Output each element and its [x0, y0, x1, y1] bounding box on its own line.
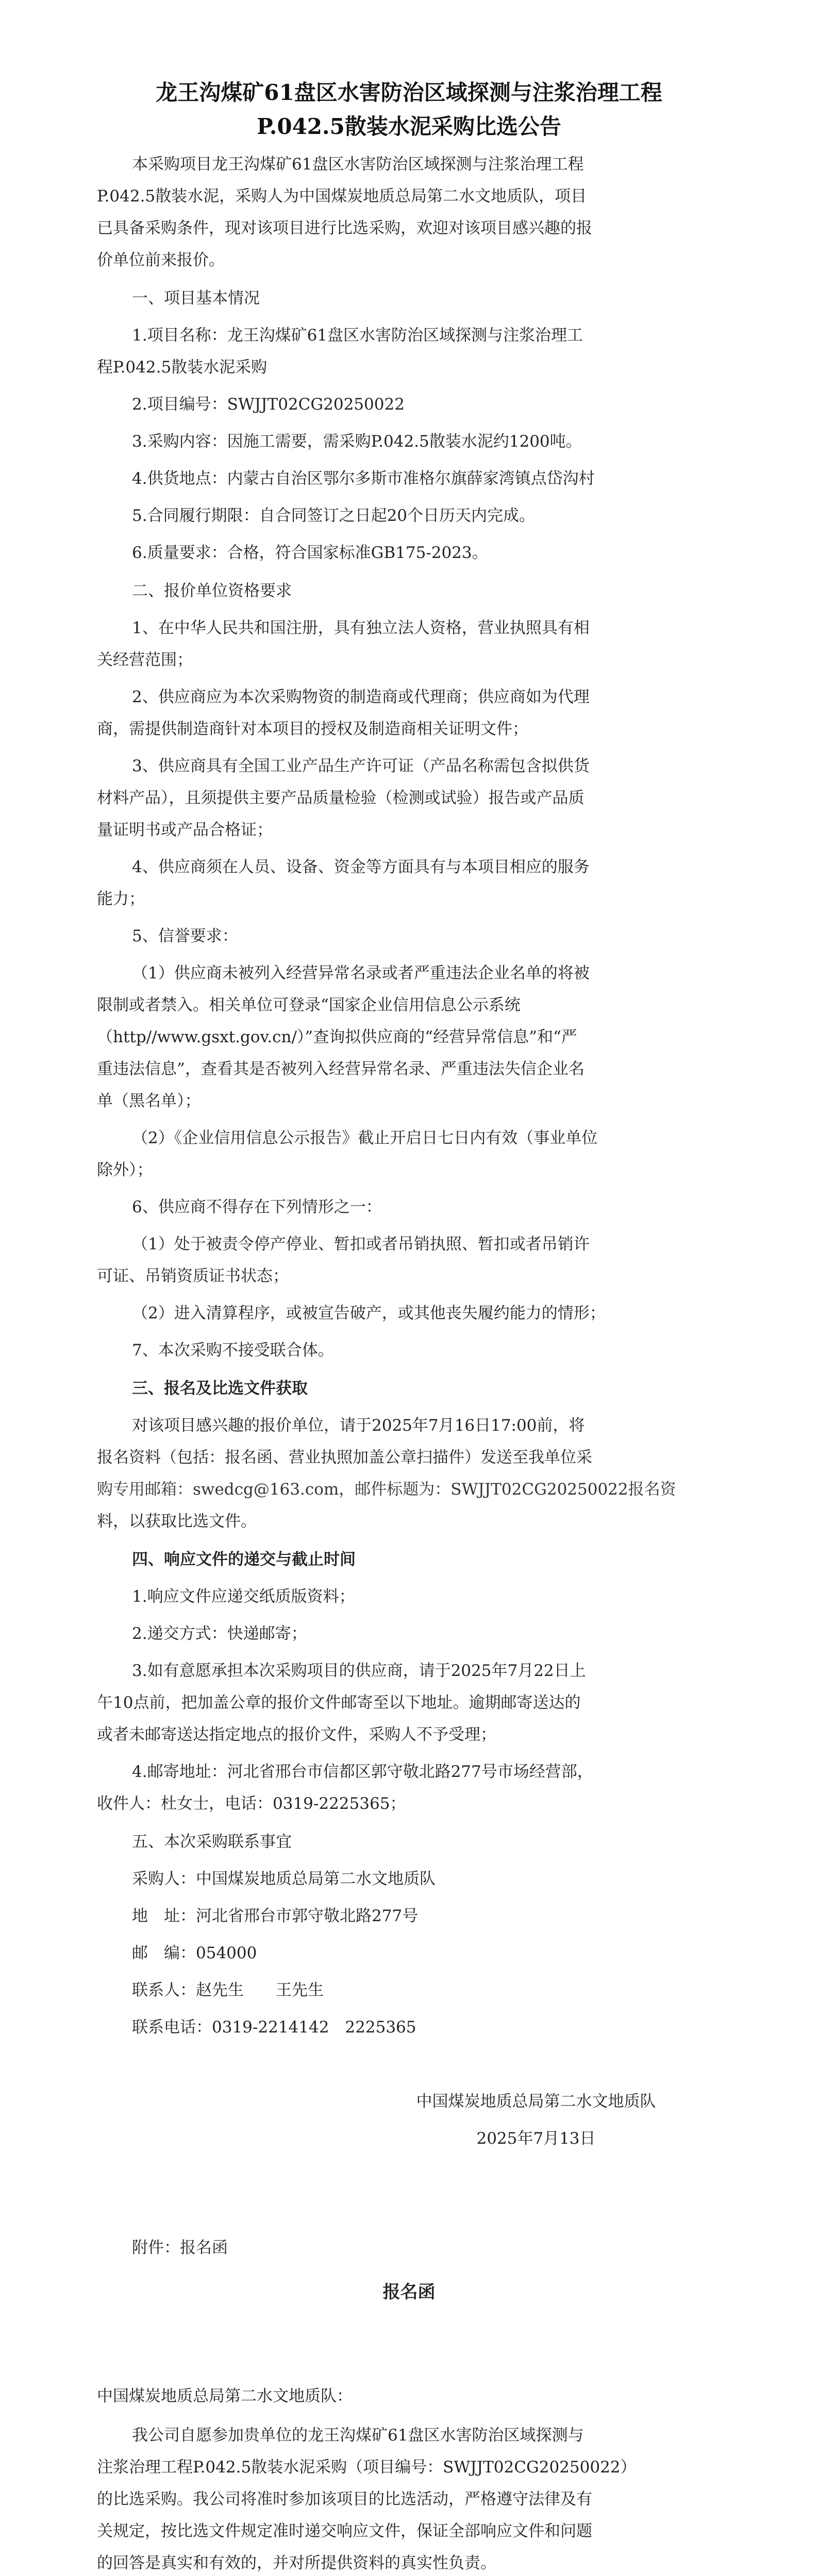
- section2-text: 除外）；: [97, 1161, 153, 1179]
- section2-text: 商，需提供制造商针对本项目的授权及制造商相关证明文件；: [97, 720, 528, 738]
- section1-item: 程P.042.5散装水泥采购: [97, 358, 268, 377]
- buyer-phone: 联系电话：0319-2214142 2225365: [132, 2018, 416, 2037]
- title-line-2: P.042.5散装水泥采购比选公告: [257, 114, 561, 139]
- section4-text: 1.响应文件应递交纸质版资料；: [132, 1587, 355, 1606]
- section-heading: 三、报名及比选文件获取: [132, 1379, 308, 1398]
- section4-text: 收件人：杜女士，电话：0319-2225365；: [97, 1794, 406, 1813]
- title-line-1: 龙王沟煤矿61盘区水害防治区域探测与注浆治理工程: [156, 80, 662, 105]
- form-recipient: 中国煤炭地质总局第二水文地质队：: [97, 2387, 353, 2405]
- section2-text: 4、供应商须在人员、设备、资金等方面具有与本项目相应的服务: [132, 858, 590, 876]
- section1-item: 2.项目编号：SWJJT02CG20250022: [132, 395, 405, 414]
- buyer-name: 采购人：中国煤炭地质总局第二水文地质队: [132, 1870, 436, 1888]
- form-body: 我公司自愿参加贵单位的龙王沟煤矿61盘区水害防治区域探测与: [132, 2426, 584, 2445]
- section2-text: （http//www.gsxt.gov.cn/）”查询拟供应商的“经营异常信息”和“严: [97, 1028, 577, 1046]
- section4-text: 2.递交方式：快递邮寄；: [132, 1624, 307, 1643]
- section2-text: （2）《企业信用信息公示报告》截止开启日七日内有效（事业单位: [132, 1129, 598, 1147]
- section2-text: 单（黑名单）；: [97, 1092, 201, 1110]
- signature-org: 中国煤炭地质总局第二水文地质队: [416, 2092, 656, 2111]
- section3-text: 料，以获取比选文件。: [97, 1512, 257, 1531]
- section4-text: 3.如有意愿承担本次采购项目的供应商，请于2025年7月22日上: [132, 1662, 586, 1680]
- section2-text: 6、供应商不得存在下列情形之一：: [132, 1198, 382, 1216]
- section1-item: 5.合同履行期限：自合同签订之日起20个日历天内完成。: [132, 506, 536, 525]
- section2-text: （2）进入清算程序，或被宣告破产，或其他丧失履约能力的情形；: [132, 1304, 606, 1323]
- form-title: 报名函: [382, 2282, 436, 2302]
- section1-item: 4.供货地点：内蒙古自治区鄂尔多斯市准格尔旗薛家湾镇点岱沟村: [132, 469, 595, 488]
- section-heading: 一、项目基本情况: [132, 289, 260, 308]
- section2-text: 材料产品），且须提供主要产品质量检验（检测或试验）报告或产品质: [97, 789, 585, 807]
- intro-line: P.042.5散装水泥，采购人为中国煤炭地质总局第二水文地质队，项目: [97, 187, 587, 206]
- section2-text: 7、本次采购不接受联合体。: [132, 1341, 334, 1360]
- section2-text: 量证明书或产品合格证；: [97, 821, 273, 839]
- section2-text: 可证、吊销资质证书状态；: [97, 1267, 289, 1285]
- section2-text: （1）处于被责令停产停业、暂扣或者吊销执照、暂扣或者吊销许: [132, 1235, 590, 1253]
- section4-text: 或者未邮寄送达指定地点的报价文件，采购人不予受理；: [97, 1725, 496, 1744]
- form-body: 的回答是真实和有效的，并对所提供资料的真实性负责。: [97, 2554, 496, 2572]
- buyer-address: 地 址：河北省邢台市郭守敬北路277号: [132, 1907, 419, 1925]
- signature-date: 2025年7月13日: [476, 2129, 596, 2148]
- intro-line: 本采购项目龙王沟煤矿61盘区水害防治区域探测与注浆治理工程: [132, 155, 584, 174]
- section2-text: 限制或者禁入。相关单位可登录“国家企业信用信息公示系统: [97, 996, 521, 1014]
- procurement-email[interactable]: 购专用邮箱：swedcg@163.com，邮件标题为：SWJJT02CG20250022报名资: [97, 1480, 676, 1499]
- section3-text: 报名资料（包括：报名函、营业执照加盖公章扫描件）发送至我单位采: [97, 1448, 592, 1467]
- section2-text: 1、在中华人民共和国注册，具有独立法人资格，营业执照具有相: [132, 619, 590, 637]
- section1-item: 1.项目名称：龙王沟煤矿61盘区水害防治区域探测与注浆治理工: [132, 326, 583, 345]
- intro-line: 已具备采购条件，现对该项目进行比选采购，欢迎对该项目感兴趣的报: [97, 219, 592, 238]
- buyer-zip: 邮 编：054000: [132, 1944, 257, 1962]
- buyer-contact: 联系人：赵先生 王先生: [132, 1981, 324, 1999]
- section3-text: 对该项目感兴趣的报价单位，请于2025年7月16日17:00前，将: [132, 1416, 585, 1435]
- section4-text: 4.邮寄地址：河北省邢台市信都区郭守敬北路277号市场经营部，: [132, 1762, 593, 1781]
- section2-text: （1）供应商未被列入经营异常名录或者严重违法企业名单的将被: [132, 964, 590, 982]
- section2-text: 2、供应商应为本次采购物资的制造商或代理商；供应商如为代理: [132, 688, 590, 706]
- section2-text: 5、信誉要求：: [132, 927, 238, 945]
- section2-text: 关经营范围；: [97, 651, 193, 669]
- section-heading: 五、本次采购联系事宜: [132, 1833, 292, 1851]
- section1-item: 6.质量要求：合格，符合国家标准GB175-2023。: [132, 544, 488, 562]
- form-body: 关规定，按比选文件规定准时递交响应文件，保证全部响应文件和问题: [97, 2522, 592, 2540]
- attachment-label: 附件：报名函: [132, 2239, 228, 2257]
- section2-text: 重违法信息”，查看其是否被列入经营异常名录、严重违法失信企业名: [97, 1060, 585, 1078]
- section2-text: 能力；: [97, 890, 145, 908]
- section4-text: 午10点前，把加盖公章的报价文件邮寄至以下地址。逾期邮寄送达的: [97, 1693, 581, 1712]
- form-body: 的比选采购。我公司将准时参加该项目的比选活动，严格遵守法律及有: [97, 2490, 592, 2509]
- section-heading: 四、响应文件的递交与截止时间: [132, 1550, 356, 1569]
- intro-line: 价单位前来报价。: [97, 251, 225, 269]
- section-heading: 二、报价单位资格要求: [132, 582, 292, 600]
- form-body: 注浆治理工程P.042.5散装水泥采购（项目编号：SWJJT02CG20250022）: [97, 2458, 637, 2477]
- section2-text: 3、供应商具有全国工业产品生产许可证（产品名称需包含拟供货: [132, 757, 590, 775]
- section1-item: 3.采购内容：因施工需要，需采购P.042.5散装水泥约1200吨。: [132, 432, 582, 451]
